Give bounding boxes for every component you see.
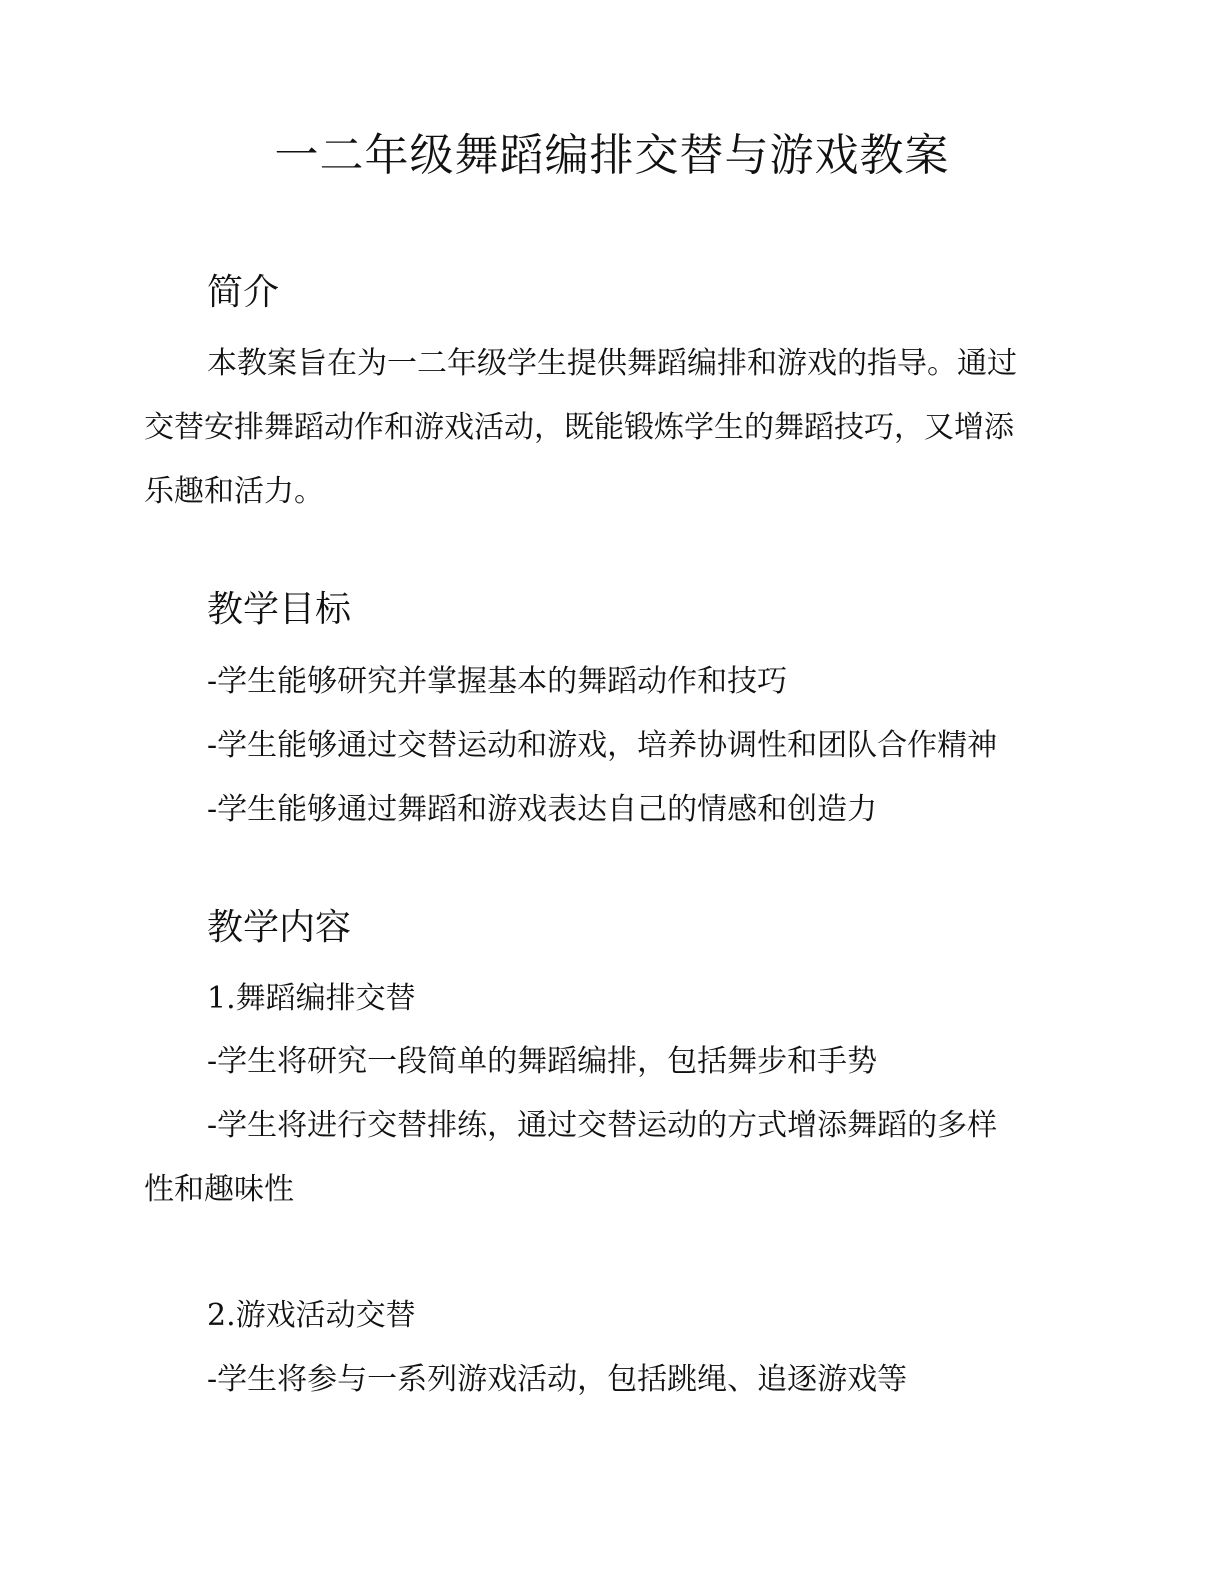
document-title: 一二年级舞蹈编排交替与游戏教案: [274, 130, 950, 181]
content-section1-item: 性和趣味性: [144, 1172, 294, 1207]
intro-paragraph-line: 交替安排舞蹈动作和游戏活动，既能锻炼学生的舞蹈技巧，又增添: [144, 410, 1014, 445]
content-section1-item: -学生将研究一段简单的舞蹈编排，包括舞步和手势: [207, 1044, 878, 1079]
content-section1-item: -学生将进行交替排练，通过交替运动的方式增添舞蹈的多样: [207, 1108, 998, 1143]
content-section1-title: 1.舞蹈编排交替: [207, 981, 416, 1016]
content-section2-item: -学生将参与一系列游戏活动，包括跳绳、追逐游戏等: [207, 1362, 908, 1397]
intro-paragraph-line: 乐趣和活力。: [144, 474, 324, 509]
objective-item: -学生能够研究并掌握基本的舞蹈动作和技巧: [207, 664, 788, 699]
content-heading: 教学内容: [207, 907, 352, 948]
content-section2-title: 2.游戏活动交替: [207, 1298, 416, 1333]
objective-item: -学生能够通过舞蹈和游戏表达自己的情感和创造力: [207, 792, 878, 827]
intro-paragraph-line: 本教案旨在为一二年级学生提供舞蹈编排和游戏的指导。通过: [207, 346, 1017, 381]
intro-heading: 简介: [207, 272, 280, 313]
objective-item: -学生能够通过交替运动和游戏，培养协调性和团队合作精神: [207, 728, 998, 763]
objectives-heading: 教学目标: [207, 589, 352, 630]
